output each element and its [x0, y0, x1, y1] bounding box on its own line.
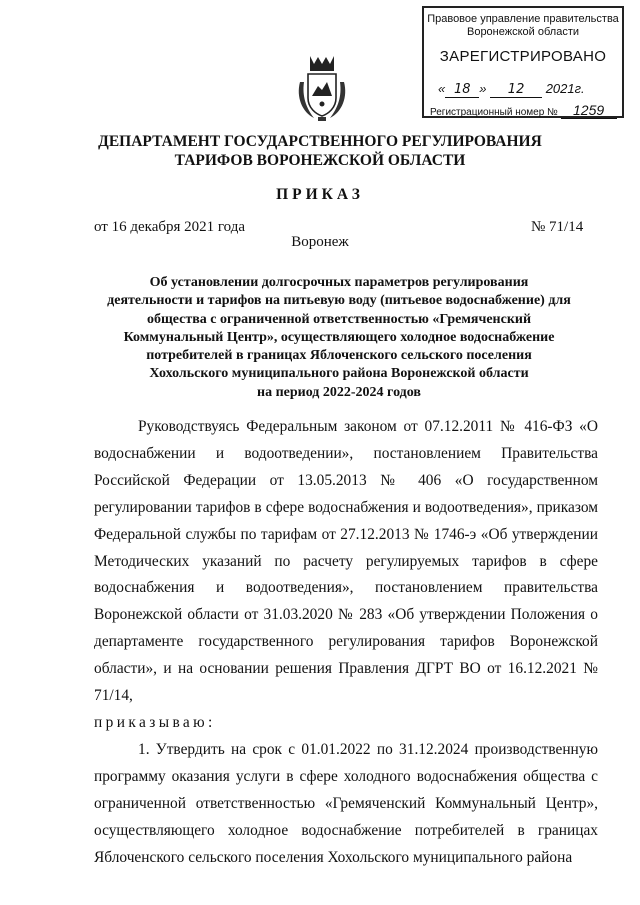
subject-line: Хохольского муниципального района Воронежской области [149, 366, 529, 382]
stamp-reg-number [430, 102, 617, 119]
preamble-paragraph: Руководствуясь Федеральным законом от 07.12.2011 № 416-ФЗ «О водоснабжении и водоотведении», постановлением Правительства Российской Федерации от 13.05.2013 № 406 «О государственном регулировании тарифов в сфере водоснабжения и водоотведения», приказом Федеральной службы по тарифам от 27.12.2013 № 1746-э «Об утверждении Методических указаний по расчету регулируемых тарифов в сфере водоснабжения и водоотведения», постановлением правительства Воронежской области от 31.03.2020 № 283 «Об утверждении Положения о департаменте государственного регулирования тарифов Воронежской области», и на основании решения Правления ДГРТ ВО от 16.12.2021 № 71/14, [94, 418, 598, 705]
stamp-day: 18 [445, 82, 479, 98]
stamp-org-line: Правовое управление правительства [427, 13, 619, 25]
stamp-reg-number-label: Регистрационный номер № [430, 107, 558, 118]
document-date: от 16 декабря 2021 года [94, 219, 246, 235]
stamp-reg-number-value: 1259 [561, 102, 617, 119]
item-1-paragraph: 1. Утвердить на срок с 01.01.2022 по 31.12.2024 производственную программу оказания услуги в сфере холодного водоснабжения общества с ограниченной ответственностью «Гремяченский Коммунальный Центр», осуществляющего холодное водоснабжение потребителей в границах Яблоченского сельского поселения Хохольского муниципального района [94, 740, 598, 866]
subject-line: потребителей в границах Яблоченского сельского поселения [146, 348, 532, 364]
stamp-year-suffix: г. [574, 81, 585, 96]
document-type: ПРИКАЗ [276, 186, 364, 203]
document-number: № 71/14 [531, 219, 584, 235]
subject-line: Об установлении долгосрочных параметров регулирования [149, 275, 529, 290]
subject-line: на период 2022-2024 годов [257, 384, 421, 400]
stamp-registered-label: ЗАРЕГИСТРИРОВАНО [439, 48, 607, 65]
coat-of-arms-icon [296, 52, 348, 122]
subject-line: общества с ограниченной ответственностью «Гремяченский [146, 311, 532, 327]
order-word: приказываю: [94, 713, 216, 731]
registration-stamp [422, 6, 624, 118]
document-city: Воронеж [291, 234, 349, 250]
stamp-org-line: Воронежской области [466, 26, 579, 38]
document-subject [78, 274, 600, 402]
subject-line: деятельности и тарифов на питьевую воду (питьевое водоснабжение) для [107, 293, 571, 309]
department-title-line: ТАРИФОВ ВОРОНЕЖСКОЙ ОБЛАСТИ [174, 152, 466, 169]
stamp-date: « 18 » 12 2021г. [438, 81, 585, 97]
department-title [60, 132, 580, 170]
stamp-year: 2021 [545, 81, 575, 96]
stamp-organization [424, 13, 622, 39]
stamp-month: 12 [490, 82, 542, 98]
document-body [94, 414, 598, 871]
subject-line: Коммунальный Центр», осуществляющего холодное водоснабжение [123, 329, 555, 345]
department-title-line: ДЕПАРТАМЕНТ ГОСУДАРСТВЕННОГО РЕГУЛИРОВАНИЯ [98, 133, 542, 150]
